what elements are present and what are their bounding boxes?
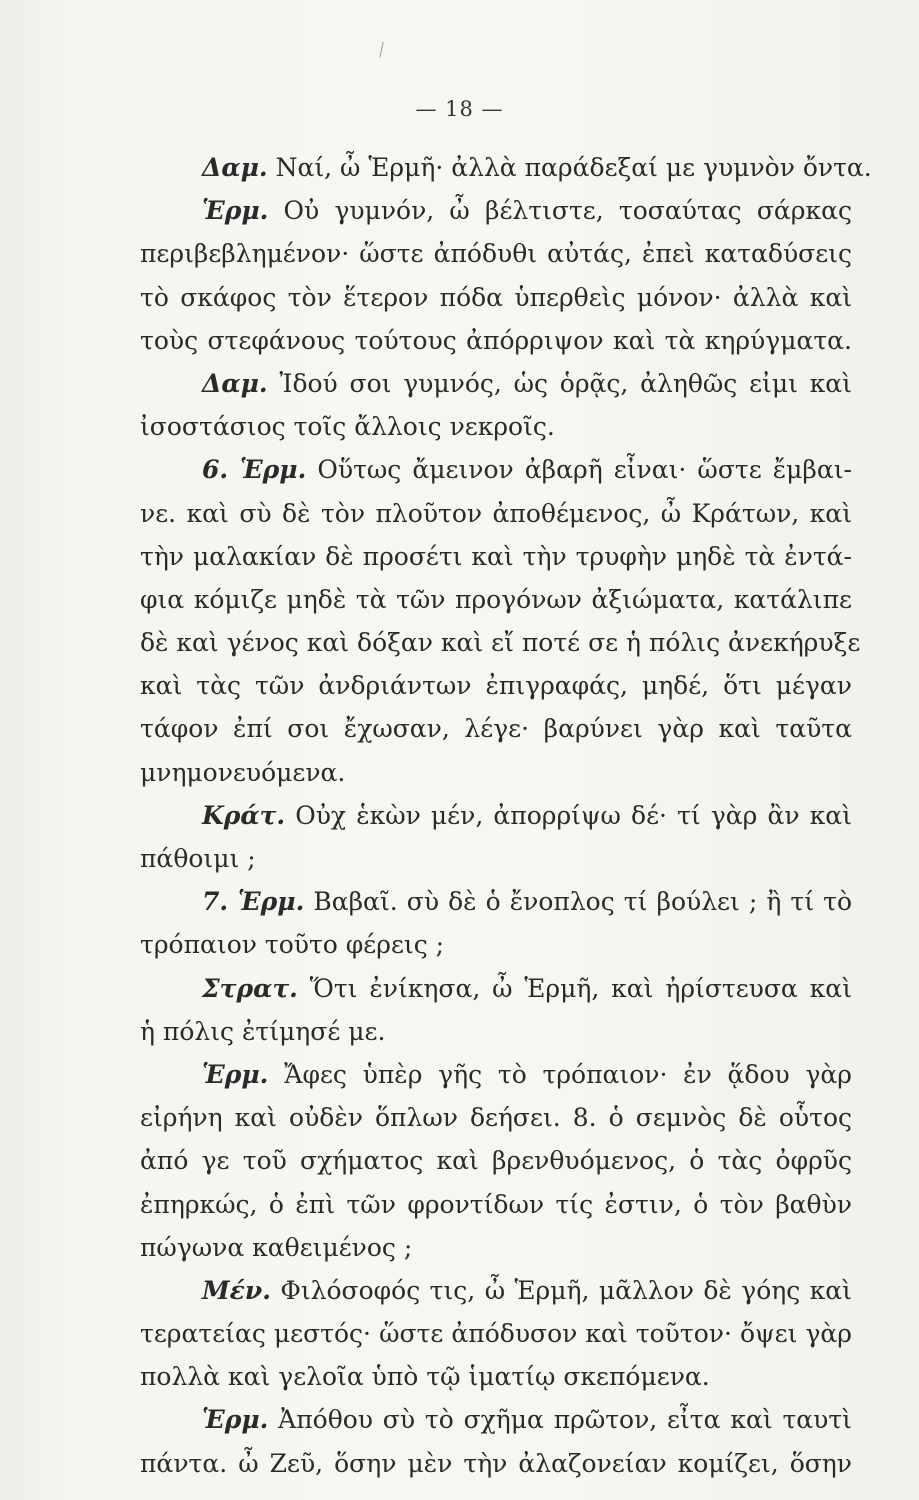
line-text: ἡ πόλις ἐτίμησέ με.: [140, 1016, 386, 1046]
text-line: [140, 189, 852, 232]
text-line: [140, 276, 852, 319]
speaker-label: Δαμ.: [202, 153, 268, 182]
pencil-mark: [379, 42, 386, 58]
line-text: ἰσοστάσιος τοῖς ἄλλοις νεκροῖς.: [140, 412, 555, 442]
line-text: καὶ τὰς τῶν ἀνδριάντων ἐπιγραφάς, μηδέ, ὅτι μέγαν: [140, 671, 852, 701]
line-text: τὴν μαλακίαν δὲ προσέτι καὶ τὴν τρυφὴν μηδὲ τὰ ἐντά-: [140, 541, 852, 571]
text-line: [140, 1010, 852, 1053]
text-line: [140, 1226, 852, 1269]
line-text: Οὐχ ἑκὼν μέν, ἀπορρίψω δέ· τί γὰρ ἂν καὶ: [285, 800, 852, 830]
line-text: Ἀπόθου σὺ τὸ σχῆμα πρῶτον, εἶτα καὶ ταυτὶ: [268, 1405, 852, 1435]
page-number: — 18 —: [415, 97, 504, 121]
line-text: Ἄφες ὑπὲρ γῆς τὸ τρόπαιον· ἐν ᾅδου γὰρ: [268, 1059, 852, 1089]
text-line: [140, 1269, 852, 1312]
text-line: [140, 146, 872, 189]
text-line: [140, 664, 852, 707]
line-text: τοὺς στεφάνους τούτους ἀπόρριψον καὶ τὰ κηρύγματα.: [140, 325, 852, 355]
text-line: [140, 448, 852, 491]
text-line: [140, 578, 852, 621]
text-line: [140, 319, 852, 362]
speaker-label: Ἑρμ.: [202, 196, 269, 226]
speaker-label: Δαμ.: [202, 368, 268, 398]
text-line: [140, 880, 852, 923]
text-line: [140, 1355, 852, 1398]
speaker-label: 6. Ἑρμ.: [202, 455, 307, 485]
line-text: Οὕτως ἄμεινον ἀβαρῆ εἶναι· ὥστε ἔμβαι-: [306, 455, 852, 485]
speaker-label: Κράτ.: [202, 800, 286, 830]
line-text: δὲ καὶ γένος καὶ δόξαν καὶ εἴ ποτέ σε ἡ πόλις ἀνεκήρυξε: [140, 628, 861, 658]
speaker-label: Ἑρμ.: [202, 1405, 269, 1435]
text-line: [140, 707, 852, 750]
line-text: περιβεβλημένον· ὥστε ἀπόδυθι αὐτάς, ἐπεὶ καταδύσεις: [140, 239, 852, 269]
text-line: [140, 1053, 852, 1096]
line-text: Οὐ γυμνόν, ὦ βέλτιστε, τοσαύτας σάρκας: [268, 196, 852, 226]
line-text: πάθοιμι ;: [140, 844, 256, 873]
line-text: τὸ σκάφος τὸν ἕτερον πόδα ὑπερθεὶς μόνον· ἀλλὰ καὶ: [140, 282, 852, 312]
text-line: [140, 1442, 852, 1485]
line-text: μνημονευόμενα.: [140, 757, 346, 787]
text-line: [140, 1139, 852, 1182]
speaker-label: Ἑρμ.: [202, 1059, 269, 1089]
text-line: [140, 405, 852, 448]
line-text: φια κόμιζε μηδὲ τὰ τῶν προγόνων ἀξιώματα, κατάλιπε: [140, 584, 852, 614]
line-text: τερατείας μεστός· ὥστε ἀπόδυσον καὶ τοῦτον· ὄψει γὰρ: [140, 1319, 852, 1349]
text-line: [140, 232, 852, 275]
text-line: [140, 1312, 852, 1355]
text-line: [140, 1183, 852, 1226]
line-text: νε. καὶ σὺ δὲ τὸν πλοῦτον ἀποθέμενος, ὦ Κράτων, καὶ: [140, 498, 852, 528]
line-text: τάφον ἐπί σοι ἔχωσαν, λέγε· βαρύνει γὰρ καὶ ταῦτα: [140, 714, 852, 744]
line-text: τρόπαιον τοῦτο φέρεις ;: [140, 930, 445, 960]
text-line: [140, 362, 852, 405]
text-line: [140, 751, 852, 794]
line-text: πώγωνα καθειμένος ;: [140, 1232, 413, 1262]
line-text: Ὅτι ἐνίκησα, ὦ Ἑρμῆ, καὶ ἠρίστευσα καὶ: [297, 973, 852, 1003]
line-text: Φιλόσοφός τις, ὦ Ἑρμῆ, μᾶλλον δὲ γόης καὶ: [270, 1275, 852, 1305]
line-text: ἐπηρκώς, ὁ ἐπὶ τῶν φροντίδων τίς ἐστιν, ὁ τὸν βαθὺν: [140, 1189, 852, 1219]
speaker-label: Στρατ.: [202, 973, 298, 1003]
line-text: Βαβαῖ. σὺ δὲ ὁ ἔνοπλος τί βούλει ; ἢ τί τὸ: [304, 887, 852, 917]
text-line: [140, 923, 852, 966]
text-line: [140, 837, 852, 880]
line-text: εἰρήνη καὶ οὐδὲν ὅπλων δεήσει. 8. ὁ σεμνὸς δὲ οὗτος: [140, 1103, 852, 1133]
text-line: [140, 967, 852, 1010]
line-text: πολλὰ καὶ γελοῖα ὑπὸ τῷ ἱματίῳ σκεπόμενα.: [140, 1362, 710, 1392]
speaker-label: Μέν.: [202, 1275, 271, 1305]
text-line: [140, 1096, 852, 1139]
line-text: ἀπό γε τοῦ σχήματος καὶ βρενθυόμενος, ὁ τὰς ὀφρῦς: [140, 1146, 852, 1176]
text-line: [140, 794, 852, 837]
text-line: [140, 1398, 852, 1441]
text-line: [140, 492, 852, 535]
line-text: Ἰδού σοι γυμνός, ὡς ὁρᾷς, ἀληθῶς εἰμι καὶ: [267, 368, 852, 398]
line-text: Ναί, ὦ Ἑρμῆ· ἀλλὰ παράδεξαί με γυμνὸν ὄντα.: [267, 153, 872, 182]
text-line: [140, 535, 852, 578]
dialogue-text: [140, 146, 872, 1485]
text-line: [140, 621, 861, 664]
speaker-label: 7. Ἑρμ.: [202, 887, 305, 917]
line-text: πάντα. ὦ Ζεῦ, ὅσην μὲν τὴν ἀλαζονείαν κομίζει, ὅσην: [140, 1448, 852, 1478]
